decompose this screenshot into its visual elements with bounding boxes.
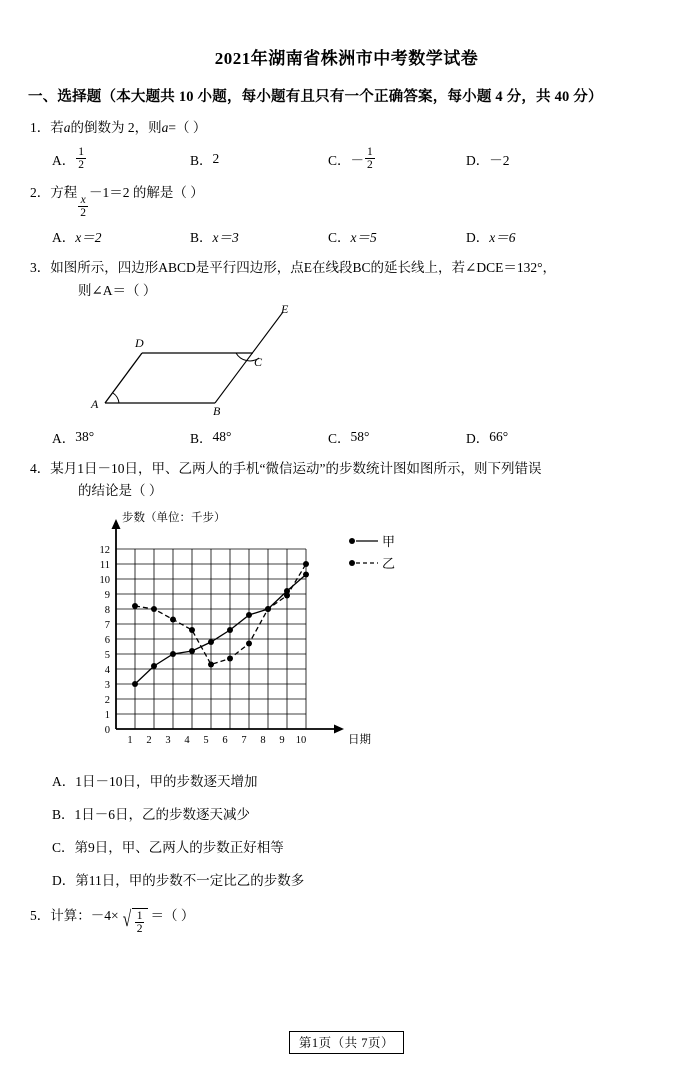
question-4 [0, 458, 693, 503]
segment-bce [215, 312, 283, 403]
y-tick-label: 11 [99, 559, 110, 571]
x-tick-label: 10 [295, 734, 307, 746]
label-e: E [281, 302, 289, 317]
option-4-a[interactable] [52, 770, 693, 790]
question-2-denominator: 2 [80, 207, 86, 220]
page-footer [0, 1031, 693, 1054]
data-point [284, 592, 290, 598]
legend-marker [349, 538, 355, 544]
x-tick-label: 1 [127, 734, 133, 746]
option-1-d-label: D． [466, 152, 490, 168]
y-tick-label: 5 [104, 649, 110, 661]
label-c: C [254, 355, 263, 370]
y-axis-label: 步数（单位：千步） [122, 511, 226, 524]
option-2-b-label: B． [190, 230, 213, 246]
option-2-d-label: D． [466, 230, 490, 246]
y-tick-label: 0 [104, 724, 110, 736]
angle-arc-a [113, 393, 119, 403]
question-5-text-b: ＝（ ） [150, 907, 195, 923]
option-2-c-label: C． [328, 230, 351, 246]
option-3-b[interactable] [190, 427, 328, 447]
data-point [189, 648, 195, 654]
y-axis-arrow [112, 519, 121, 529]
question-5-fraction [135, 910, 145, 935]
label-a: A [91, 397, 99, 412]
x-axis-arrow [334, 724, 344, 733]
label-b: B [213, 404, 221, 419]
y-tick-label: 9 [104, 589, 110, 601]
option-1-c[interactable] [328, 146, 466, 171]
question-2-fraction [78, 194, 88, 219]
radical-icon: √ [122, 905, 131, 931]
option-3-b-label: B． [190, 431, 213, 447]
y-tick-label: 7 [104, 619, 110, 631]
page-number: 第1页（共 7页） [289, 1031, 404, 1054]
option-1-d[interactable] [466, 146, 604, 171]
label-d: D [135, 336, 144, 351]
option-4-a-label: A． [52, 773, 76, 789]
option-1-b-value: 2 [212, 150, 220, 166]
x-tick-label: 6 [222, 734, 228, 746]
option-1-c-label: C． [328, 152, 351, 168]
question-1-var-1: a [63, 120, 71, 135]
option-1-c-denominator: 2 [367, 159, 373, 172]
option-4-c-label: C． [52, 839, 75, 855]
question-1-text-c: =（ ） [168, 120, 207, 135]
question-3-options [0, 427, 693, 447]
question-2-options [0, 226, 693, 246]
option-3-d-label: D． [466, 431, 490, 447]
question-3 [0, 257, 693, 302]
option-1-c-numerator: 1 [367, 146, 373, 159]
option-3-a-value: 38° [75, 429, 95, 445]
question-2-text-a: 方程 [50, 185, 78, 201]
x-tick-label: 3 [165, 734, 171, 746]
option-2-c[interactable] [328, 226, 466, 246]
option-1-a[interactable] [52, 146, 190, 171]
question-2 [0, 182, 693, 219]
exam-page [0, 44, 693, 1066]
data-point [151, 606, 157, 612]
y-tick-label: 6 [104, 634, 110, 646]
question-1 [0, 117, 693, 139]
question-1-var-2: a [161, 120, 169, 135]
option-4-d[interactable] [52, 869, 693, 889]
y-tick-label: 12 [99, 544, 110, 556]
option-4-b-label: B． [52, 806, 75, 822]
option-3-a[interactable] [52, 427, 190, 447]
question-2-text-b: －1＝2 的解是（ ） [89, 185, 204, 201]
option-2-a-label: A． [52, 230, 76, 246]
question-3-number: 3． [30, 260, 51, 276]
question-5-denominator: 2 [136, 922, 143, 935]
option-3-b-value: 48° [212, 429, 232, 445]
legend-marker [349, 560, 355, 566]
y-tick-label: 2 [104, 694, 110, 706]
option-4-d-value: 第11日，甲的步数不一定比乙的步数多 [75, 872, 305, 888]
question-5-text-a: 计算：－4× [50, 907, 119, 923]
data-point [132, 681, 138, 687]
data-point [227, 655, 233, 661]
option-1-a-numerator: 1 [78, 146, 84, 159]
option-1-d-value: －2 [489, 152, 510, 168]
option-4-b[interactable] [52, 803, 693, 823]
option-4-c-value: 第9日，甲、乙两人的步数正好相等 [74, 839, 284, 855]
data-point [208, 661, 214, 667]
data-point [132, 603, 138, 609]
data-point [170, 616, 176, 622]
option-2-b-value: x＝3 [212, 230, 239, 246]
option-2-a-value: x＝2 [75, 230, 102, 246]
option-3-d-value: 66° [489, 429, 509, 445]
x-tick-label: 5 [203, 734, 209, 746]
question-1-number: 1． [30, 120, 51, 135]
y-tick-label: 10 [99, 574, 110, 586]
step-count-line-chart [0, 507, 693, 757]
option-3-c-value: 58° [350, 429, 370, 445]
page-title: 2021年湖南省株洲市中考数学试卷 [214, 49, 479, 68]
option-3-a-label: A． [52, 431, 76, 447]
data-point [265, 606, 271, 612]
question-1-text-a: 若 [50, 120, 64, 135]
x-tick-label: 7 [241, 734, 247, 746]
question-4-line-1: 某月1日－10日，甲、乙两人的手机“微信运动”的步数统计图如图所示，则下列错误 [50, 461, 542, 477]
question-4-line-2: 的结论是（ ） [78, 483, 163, 499]
segment-ad [105, 353, 142, 403]
option-2-c-value: x＝5 [350, 230, 377, 246]
y-tick-label: 8 [104, 604, 110, 616]
question-5-number: 5． [30, 907, 51, 923]
series-line-1 [135, 574, 306, 684]
x-tick-label: 9 [279, 734, 285, 746]
x-axis-label: 日期 [348, 733, 371, 746]
y-tick-label: 4 [104, 664, 110, 676]
y-tick-label: 1 [104, 709, 110, 721]
question-5-numerator: 1 [136, 909, 143, 922]
x-tick-label: 8 [260, 734, 266, 746]
question-1-stem [30, 117, 693, 139]
option-1-b-label: B． [190, 152, 213, 168]
question-4-number: 4． [30, 461, 51, 477]
section-heading: 一、选择题（本大题共 10 小题，每小题有且只有一个正确答案，每小题 4 分，共 40 分） [28, 89, 603, 105]
question-3-line-2: 则∠A＝（ ） [78, 282, 157, 298]
question-1-text-b: 的倒数为 2，则 [70, 120, 162, 135]
question-2-number: 2． [30, 185, 51, 201]
y-tick-label: 3 [104, 679, 110, 691]
data-point [227, 627, 233, 633]
x-tick-label: 4 [184, 734, 190, 746]
option-1-a-label: A． [52, 152, 76, 168]
data-point [208, 639, 214, 645]
option-4-a-value: 1日－10日，甲的步数逐天增加 [75, 773, 258, 789]
data-point [170, 651, 176, 657]
option-3-c[interactable] [328, 427, 466, 447]
data-point [246, 640, 252, 646]
option-2-a[interactable] [52, 226, 190, 246]
question-5 [0, 905, 693, 935]
option-2-d[interactable] [466, 226, 604, 246]
option-4-c[interactable] [52, 836, 693, 856]
data-point [303, 561, 309, 567]
option-1-b[interactable] [190, 146, 328, 171]
option-1-c-fraction [365, 146, 375, 171]
option-3-c-label: C． [328, 431, 351, 447]
option-1-a-fraction [76, 146, 86, 171]
option-2-d-value: x＝6 [489, 230, 516, 246]
option-1-a-denominator: 2 [78, 159, 84, 172]
data-point [151, 663, 157, 669]
option-4-b-value: 1日－6日，乙的步数逐天减少 [74, 806, 251, 822]
option-2-b[interactable] [190, 226, 328, 246]
question-3-line-1: 如图所示，四边形ABCD是平行四边形，点E在线段BC的延长线上，若∠DCE＝132°， [50, 260, 556, 276]
data-point [246, 612, 252, 618]
question-1-options [0, 146, 693, 171]
option-3-d[interactable] [466, 427, 604, 447]
question-4-options [0, 770, 693, 889]
option-4-d-label: D． [52, 872, 76, 888]
question-2-numerator: x [80, 194, 86, 207]
data-point [189, 627, 195, 633]
legend-label: 乙 [382, 555, 396, 571]
x-tick-label: 2 [146, 734, 152, 746]
parallelogram-figure [0, 302, 693, 420]
option-1-c-sign: － [350, 152, 365, 168]
question-5-square-root [121, 905, 149, 935]
legend-label: 甲 [382, 533, 396, 549]
data-point [303, 571, 309, 577]
